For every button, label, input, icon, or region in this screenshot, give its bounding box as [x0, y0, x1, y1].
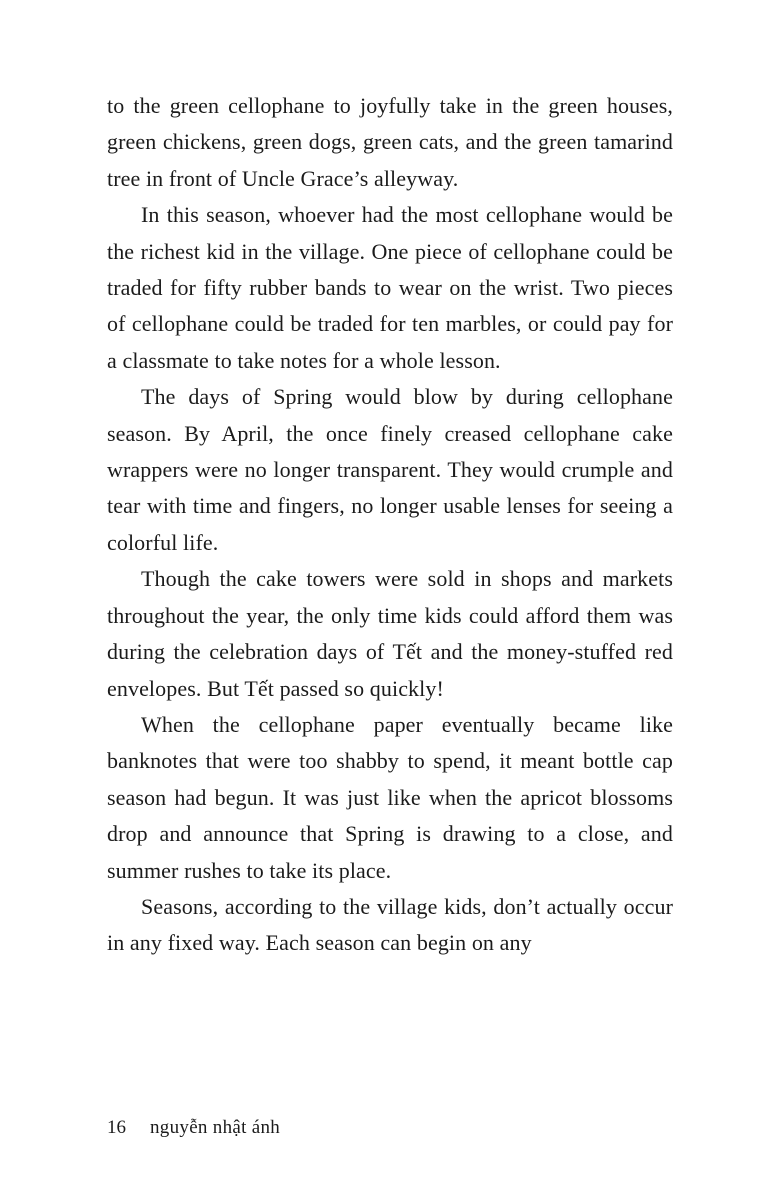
- paragraph-continuation: to the green cellophane to joyfully take in the green houses, green chickens, green dogs, green cats, and the green tamarind tree in front of Uncle Grace’s alleyway.: [107, 93, 673, 191]
- body-text: [107, 88, 673, 962]
- page-number: 16: [107, 1117, 126, 1138]
- paragraph: When the cellophane paper eventually became like banknotes that were too shabby to spend, it meant bottle cap season had begun. It was just like when the apricot blossoms drop and announce that Spring is drawing to a close, and summer rushes to take its place.: [107, 711, 673, 883]
- paragraph: Though the cake towers were sold in shops and markets throughout the year, the only time kids could afford them was during the celebration days of Tết and the money-stuffed red envelopes. But Tết passed so quickly!: [107, 566, 673, 701]
- paragraph: In this season, whoever had the most cellophane would be the richest kid in the village. One piece of cellophane could be traded for fifty rubber bands to wear on the wrist. Two pieces of cellophane could be traded for ten marbles, or could pay for a classmate to take notes for a whole lesson.: [107, 202, 673, 373]
- running-title-author: nguyễn nhật ánh: [150, 1117, 281, 1138]
- paragraph: The days of Spring would blow by during cellophane season. By April, the once finely creased cellophane cake wrappers were no longer transparent. They would crumple and tear with time and fingers, no longer usable lenses for seeing a colorful life.: [107, 384, 673, 555]
- page-footer: [107, 1116, 280, 1140]
- paragraph: Seasons, according to the village kids, don’t actually occur in any fixed way. Each season can begin on any: [107, 893, 673, 956]
